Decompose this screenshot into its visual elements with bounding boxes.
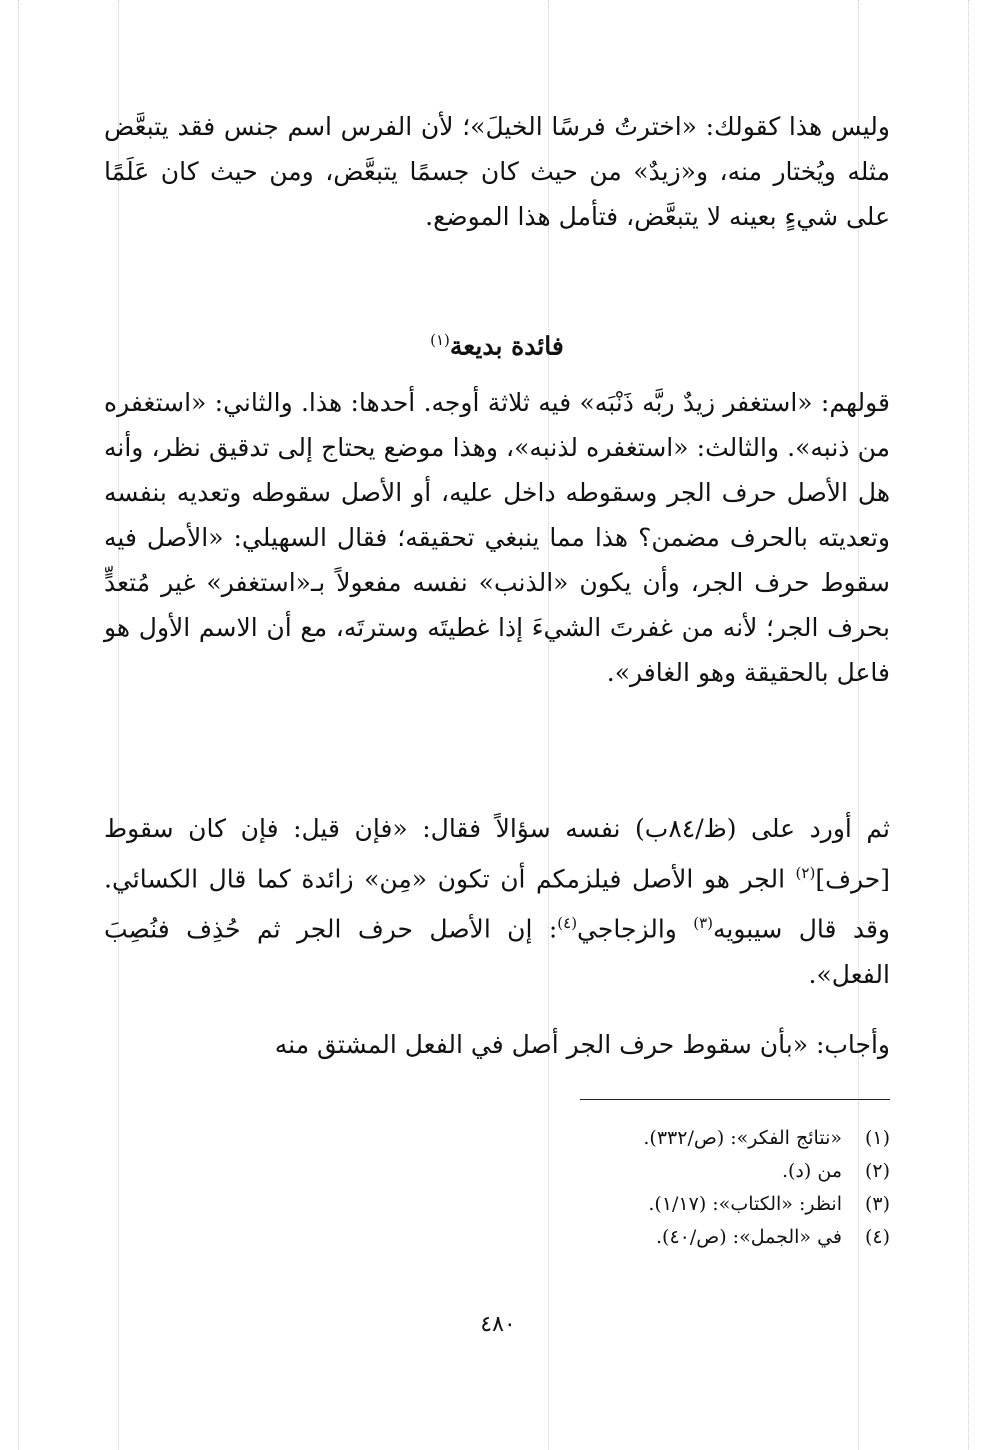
paragraph-intro — [104, 104, 890, 239]
scan-margin-line — [18, 0, 19, 1450]
footnote-text: انظر: «الكتاب»: (١/١٧). — [648, 1193, 842, 1215]
footnote-ref: (١) — [430, 331, 450, 349]
footnote-item — [480, 1221, 890, 1254]
footnote-number: (٣) — [864, 1193, 890, 1215]
footnote-item — [480, 1155, 890, 1188]
paragraph-main — [104, 380, 890, 695]
footnote-text: من (د). — [781, 1160, 842, 1182]
footnote-number: (٢) — [864, 1160, 890, 1182]
section-heading — [104, 320, 890, 366]
heading-text: فائدة بديعة — [449, 331, 564, 361]
paragraph-text: قولهم: «استغفر زيدٌ ربَّه ذَنْبَه» فيه ثلاثة أوجه. أحدها: هذا. والثاني: «استغفره من ذنبه». والثالث: «استغفره لذنبه»، وهذا موضع يحتاج إلى تدقيق نظر، وأنه هل الأصل حرف الجر وسقوطه داخل عليه، أو الأصل سقوطه وتعديه بنفسه وتعديته بالحرف مضمن؟ هذا مما ينبغي تحقيقه؛ فقال السهيلي: «الأصل فيه سقوط حرف الجر، وأن يكون «الذنب» نفسه مفعولاً بـ«استغفر» غير مُتعدٍّ بحرف الجر؛ لأنه من غفرتَ الشيءَ إذا غطيتَه وسترتَه، مع أن الاسم الأول هو فاعل بالحقيقة وهو الغافر». — [104, 388, 890, 687]
footnote-number: (٤) — [864, 1226, 890, 1248]
paragraph-answer — [104, 1022, 890, 1067]
footnote-ref: (٤) — [557, 914, 578, 933]
text-span: والزجاجي — [577, 914, 694, 944]
footnote-text: «نتائج الفكر»: (ص/٣٣٢). — [643, 1127, 842, 1149]
footnote-divider — [580, 1099, 890, 1100]
footnotes — [480, 1122, 890, 1254]
footnote-item — [480, 1122, 890, 1155]
paragraph-objection — [104, 806, 890, 997]
footnote-number: (١) — [864, 1127, 890, 1149]
footnote-text: في «الجمل»: (ص/٤٠). — [655, 1226, 842, 1248]
footnote-ref: (٢) — [795, 864, 816, 882]
footnote-ref: (٣) — [693, 914, 714, 933]
paragraph-text: وأجاب: «بأن سقوط حرف الجر أصل في الفعل المشتق منه — [274, 1030, 890, 1059]
paragraph-text — [104, 806, 890, 997]
footnote-item — [480, 1188, 890, 1221]
page-number: ٤٨٠ — [480, 1312, 516, 1337]
text-span: الجر هو الأصل فيلزمكم أن تكون «مِن» زائدة كما قال الكسائي. وقد قال سيبويه — [104, 864, 890, 944]
scan-margin-line — [968, 0, 969, 1450]
paragraph-text: وليس هذا كقولك: «اخترتُ فرسًا الخيلَ»؛ لأن الفرس اسم جنس فقد يتبعَّض مثله ويُختار منه، و«زيدٌ» من حيث كان جسمًا يتبعَّض، ومن حيث كان عَلَمًا على شيءٍ بعينه لا يتبعَّض، فتأمل هذا الموضع. — [104, 112, 890, 231]
text-span: : إن الأصل حرف الجر ثم حُذِف فنُصِبَ الفعل». — [104, 914, 890, 989]
text-span: ثم أورد على (ظ/٨٤ب) نفسه سؤالاً فقال: «فإن قيل: فإن كان سقوط [حرف] — [104, 814, 890, 894]
